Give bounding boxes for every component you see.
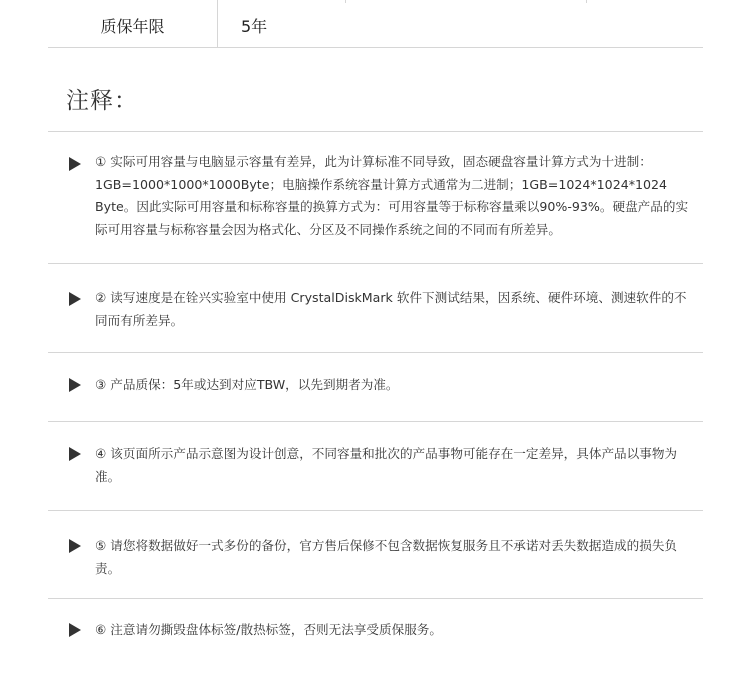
play-arrow-icon xyxy=(69,447,81,461)
warranty-value: 5年 xyxy=(241,17,268,36)
divider xyxy=(48,263,703,264)
divider xyxy=(48,421,703,422)
table-border-stub xyxy=(586,0,587,3)
note-text: ⑤ 请您将数据做好一式多份的备份，官方售后保修不包含数据恢复服务且不承诺对丢失数据造成的损失负责。 xyxy=(95,538,678,576)
play-arrow-icon xyxy=(69,292,81,306)
note-1 xyxy=(66,151,696,246)
note-text: ① 实际可用容量与电脑显示容量有差异，此为计算标准不同导致，固态硬盘容量计算方式为十进制：1GB=1000*1000*1000Byte；电脑操作系统容量计算方式通常为二进制；1GB=1024*1024*1024 Byte。因此实际可用容量和标称容量的换算方式为：可用容量等于标称容量乘以90%-93%。硬盘产品的实际可用容量与标称容量会因为格式化、分区及不同操作系统之间的不同而有所差异。 xyxy=(95,154,689,237)
divider xyxy=(48,598,703,599)
note-text: ⑥ 注意请勿撕毁盘体标签/散热标签，否则无法享受质保服务。 xyxy=(95,622,442,637)
note-text: ② 读写速度是在铨兴实验室中使用 CrystalDiskMark 软件下测试结果，因系统、硬件环境、测速软件的不同而有所差异。 xyxy=(95,290,687,328)
note-4 xyxy=(66,443,696,491)
table-column-divider xyxy=(217,0,218,47)
play-arrow-icon xyxy=(69,378,81,392)
note-5 xyxy=(66,535,696,583)
notes-title: 注释： xyxy=(66,88,138,114)
warranty-row xyxy=(48,0,703,48)
note-text: ③ 产品质保：5年或达到对应TBW，以先到期者为准。 xyxy=(95,377,399,392)
divider xyxy=(48,131,703,132)
note-text: ④ 该页面所示产品示意图为设计创意，不同容量和批次的产品事物可能存在一定差异，具体产品以事物为准。 xyxy=(95,446,678,484)
play-arrow-icon xyxy=(69,157,81,171)
divider xyxy=(48,352,703,353)
note-2 xyxy=(66,287,696,335)
divider xyxy=(48,510,703,511)
note-3 xyxy=(66,374,696,398)
table-border-stub xyxy=(345,0,346,3)
warranty-label: 质保年限 xyxy=(100,17,165,36)
play-arrow-icon xyxy=(69,539,81,553)
play-arrow-icon xyxy=(69,623,81,637)
note-6 xyxy=(66,619,696,643)
